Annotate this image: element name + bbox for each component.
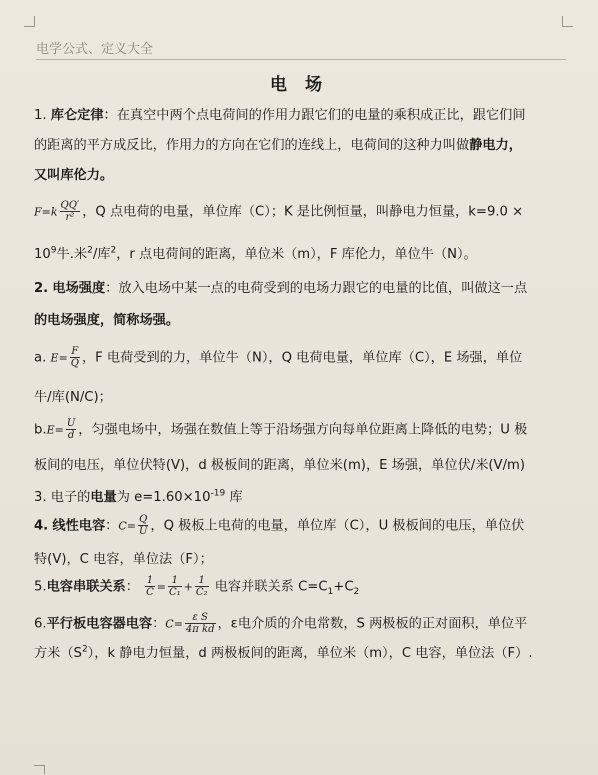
formula-symbol: = — [126, 519, 136, 533]
body-text: ： — [152, 616, 166, 632]
body-text: +C — [333, 579, 354, 595]
fraction-numerator: 1 — [195, 575, 209, 587]
field-strength-line-1 — [34, 277, 527, 296]
formula-symbol: = — [156, 580, 166, 594]
fraction-denominator: d — [67, 430, 75, 441]
body-text: 3. 电子的 — [34, 490, 91, 505]
field-formula-a-cont — [34, 386, 112, 405]
body-text: ，F 电荷受到的力，单位牛（N），Q 电荷电量，单位库（C），E 场强，单位 — [81, 350, 523, 366]
body-text: ，匀强电场中，场强在数值上等于沿场强方向每单位距离上降低的电势；U 极 — [78, 422, 528, 438]
field-formula-b-cont — [34, 454, 525, 473]
coulomb-formula-line — [34, 200, 523, 223]
capacitance-fraction — [138, 514, 148, 537]
fraction-denominator: U — [138, 526, 148, 537]
parallel-plate-fraction — [185, 612, 216, 635]
formula-symbol: = — [54, 423, 64, 437]
formula-symbol: F — [34, 205, 42, 219]
parallel-plate-line-2 — [34, 642, 533, 661]
fraction-denominator: C₁ — [168, 587, 181, 598]
formula-symbol: = — [173, 617, 183, 631]
body-text: ：放入电场中某一点的电荷受到的电场力跟它的电量的比值，叫做这一点 — [105, 281, 528, 296]
body-text: 电容并联关系 C=C — [214, 579, 328, 595]
fraction-denominator: 4π kd — [185, 624, 215, 635]
fraction-denominator: C — [146, 587, 154, 598]
superscript: -19 — [210, 488, 226, 499]
body-text: ，Q 点电荷的电量，单位库（C）；K 是比例恒量，叫静电力恒量，k=9.0 × — [82, 204, 524, 220]
body-text: 为 e=1.60×10 — [116, 490, 211, 505]
page-title: 电 场 — [270, 75, 328, 95]
section-heading: 平行板电容器电容 — [46, 616, 153, 632]
fraction-denominator: Q — [70, 358, 79, 369]
coulomb-law-line-3 — [34, 164, 113, 183]
superscript: 9 — [50, 245, 57, 256]
section-heading: 电场强度 — [52, 281, 106, 296]
fraction-numerator: QQ′ — [60, 200, 80, 211]
body-text: ，Q 极板上电荷的电量，单位库（C），U 极板间的电压，单位伏 — [150, 518, 525, 534]
section-heading: 电容串联关系 — [46, 579, 126, 595]
capacitance-line-2 — [34, 548, 213, 567]
page-header: 电学公式、定义大全 — [36, 38, 566, 60]
formula-symbol: E — [50, 351, 59, 365]
fraction-numerator: 1 — [146, 575, 154, 586]
body-text: 的距离的平方成反比，作用力的方向在它们的连线上，电荷间的这种力叫做 — [34, 138, 470, 153]
section-number: 5. — [34, 579, 47, 595]
capacitor-series-line — [34, 575, 359, 598]
fraction-numerator: U — [66, 418, 76, 429]
field-formula-b — [34, 418, 527, 441]
formula-symbol: E — [46, 423, 55, 437]
formula-symbol: C — [165, 617, 174, 631]
capacitance-line-1 — [34, 514, 524, 537]
body-text: ，r 点电荷间的距离，单位米（m），F 库伦力，单位牛（N）。 — [116, 247, 477, 262]
body-text: 牛.米 — [56, 247, 88, 262]
subscript: 2 — [353, 587, 360, 598]
bold-term: 又叫库伦力。 — [34, 168, 114, 183]
body-text: 方米（S — [34, 646, 82, 661]
bold-term: 静电力， — [469, 138, 522, 153]
fraction-denominator: C₂ — [195, 587, 208, 598]
section-number: 4. — [34, 518, 49, 534]
field-fraction-a — [70, 346, 80, 369]
section-number: 2. — [34, 281, 49, 296]
field-strength-line-2 — [34, 309, 179, 328]
body-text: /库 — [92, 247, 111, 262]
bold-term: 的电场强度，简称场强。 — [34, 313, 180, 328]
fraction-numerator: 1 — [168, 575, 182, 587]
page-corner-mark — [34, 765, 45, 774]
body-text: 10 — [34, 247, 51, 262]
page-corner-mark — [562, 16, 573, 27]
section-heading: 库仑定律 — [50, 108, 104, 123]
body-text: 板间的电压，单位伏特(V)，d 极板间的距离，单位米(m)，E 场强，单位伏/米(V/m) — [34, 458, 526, 473]
field-formula-a — [34, 346, 522, 369]
electron-charge-line — [34, 486, 243, 505]
body-text: ），k 静电力恒量，d 两极板间的距离，单位米（m），C 电容，单位法（F）. — [87, 646, 533, 661]
formula-symbol: C — [118, 519, 127, 533]
coulomb-law-line-2 — [34, 134, 522, 153]
subscript: 1 — [327, 587, 334, 598]
page-corner-mark — [24, 16, 35, 27]
body-text: 库 — [225, 490, 243, 505]
section-heading: 线性电容 — [52, 518, 106, 534]
superscript: 2 — [87, 245, 93, 256]
series-fraction-2 — [195, 575, 209, 598]
formula-symbol: =k — [41, 205, 58, 219]
coulomb-units-line — [34, 243, 477, 262]
field-fraction-b — [66, 418, 76, 441]
section-number: 1. — [34, 108, 47, 123]
coulomb-fraction — [60, 200, 81, 223]
formula-symbol: = — [58, 351, 68, 365]
body-text: 特(V)，C 电容，单位法（F）； — [34, 552, 213, 567]
body-text: ，ε电介质的介电常数，S 两极板的正对面积，单位平 — [217, 616, 528, 632]
body-text: ：在真空中两个点电荷间的作用力跟它们的电量的乘积成正比，跟它们间 — [103, 108, 526, 123]
coulomb-law-line-1 — [34, 104, 526, 123]
fraction-numerator: Q — [139, 514, 148, 525]
body-text: ： — [125, 579, 139, 595]
fraction-denominator: r² — [65, 212, 75, 223]
body-text: ： — [105, 518, 119, 534]
fraction-numerator: ε S — [185, 612, 216, 624]
bold-term: 电量 — [90, 490, 117, 505]
series-fraction-1 — [168, 575, 182, 598]
list-marker: a. — [34, 350, 47, 366]
body-text: 牛/库(N/C)； — [34, 390, 112, 405]
list-marker: b. — [34, 422, 47, 438]
superscript: 2 — [110, 245, 117, 256]
formula-symbol: + — [183, 580, 193, 594]
superscript: 2 — [81, 644, 88, 655]
parallel-plate-line-1 — [34, 612, 527, 635]
series-fraction-total — [145, 575, 155, 598]
section-number: 6. — [34, 616, 47, 632]
fraction-numerator: F — [71, 346, 79, 357]
